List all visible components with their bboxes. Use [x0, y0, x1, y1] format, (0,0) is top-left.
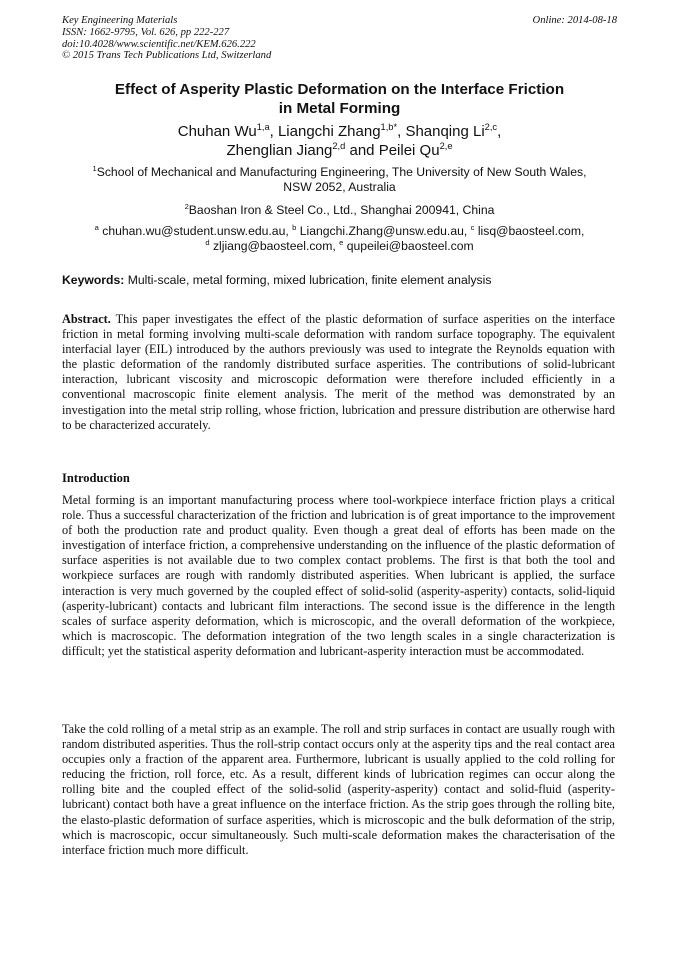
- affiliation-sup: 1: [92, 163, 97, 173]
- author-sup: 2,c: [484, 122, 498, 132]
- affiliation-2-text: Baoshan Iron & Steel Co., Ltd., Shanghai 200941, China: [188, 203, 495, 217]
- email-sup: a: [94, 222, 99, 232]
- author-name: Zhenglian Jiang: [226, 142, 333, 159]
- journal-name: Key Engineering Materials: [62, 15, 178, 26]
- online-date: Online: 2014-08-18: [532, 15, 617, 26]
- affiliation-2: [62, 203, 617, 218]
- affiliation-sup: 2: [184, 201, 189, 211]
- journal-issn: ISSN: 1662-9795, Vol. 626, pp 222-227: [62, 26, 230, 38]
- author-separator: ,: [397, 123, 406, 140]
- affiliation-1-line-2: NSW 2052, Australia: [283, 180, 396, 195]
- author-name: Liangchi Zhang: [277, 123, 381, 140]
- title-line-2: in Metal Forming: [278, 100, 401, 117]
- email-sup: e: [339, 238, 344, 248]
- author-separator: ,: [497, 123, 502, 140]
- author-sup: 1,a: [256, 122, 270, 132]
- author-sup: 1,b*: [380, 122, 398, 132]
- author-name: Peilei Qu: [378, 142, 440, 159]
- author-list: [62, 122, 617, 160]
- email-b[interactable]: Liangchi.Zhang@unsw.edu.au,: [299, 224, 468, 238]
- journal-doi: doi:10.4028/www.scientific.net/KEM.626.222: [62, 38, 256, 50]
- journal-copyright: © 2015 Trans Tech Publications Ltd, Switzerland: [62, 50, 272, 62]
- author-and: and: [345, 142, 379, 159]
- keywords-label: Keywords:: [62, 273, 125, 287]
- emails-line-2: [62, 239, 617, 254]
- author-name: Chuhan Wu: [177, 123, 257, 140]
- author-separator: ,: [269, 123, 278, 140]
- affiliation-1: [62, 165, 617, 196]
- author-row-2: [62, 141, 617, 160]
- title-line-1: Effect of Asperity Plastic Deformation on the Interface Friction: [114, 81, 565, 98]
- email-e[interactable]: qupeilei@baosteel.com: [346, 239, 474, 254]
- email-d[interactable]: zljiang@baosteel.com,: [212, 239, 336, 254]
- email-sup: c: [470, 222, 475, 232]
- author-name: Shanqing Li: [405, 123, 485, 140]
- author-emails: [62, 224, 617, 255]
- affiliation-1-line-1: School of Mechanical and Manufacturing Engineering, The University of New South Wales,: [96, 165, 587, 179]
- abstract: [62, 312, 615, 433]
- keywords-text: Multi-scale, metal forming, mixed lubrication, finite element analysis: [124, 273, 492, 287]
- paper-title: [62, 80, 617, 118]
- abstract-text: This paper investigates the effect of the plastic deformation of surface asperities on the interface friction in metal forming involving multi-scale deformation with random surface topography. The equivalent interfacial layer (EIL) introduced by the authors previously was used to integrate the Reynolds equation with the plastic deformation of the randomly distributed surface asperities. The contributions of solid-lubricant interaction, lubricant viscosity and microscopic deformation were therefore included efficiently in a conventional macroscopic finite element analysis. The merit of the method was demonstrated by an investigation into the metal strip rolling, whose friction, lubrication and pressure distribution are otherwise hard to be characterized accurately.: [62, 312, 615, 432]
- author-row-1: [62, 122, 617, 141]
- email-a[interactable]: chuhan.wu@student.unsw.edu.au,: [102, 224, 289, 238]
- email-c[interactable]: lisq@baosteel.com,: [477, 224, 585, 238]
- abstract-label: Abstract.: [62, 312, 111, 326]
- keywords: [62, 273, 617, 288]
- section-heading-introduction: Introduction: [62, 471, 130, 485]
- author-sup: 2,e: [439, 141, 453, 151]
- introduction-paragraph-2: Take the cold rolling of a metal strip as an example. The roll and strip surfaces in contact are usually rough with random distributed asperities. Thus the roll-strip contact occurs only at the asperity tips and the real contact area occupies only a fraction of the apparent area. Furthermore, lubricant is usually applied to the cold rolling for reducing the friction, roll force, etc. As a result, different kinds of lubrication regimes can occur along the rolling bite and the coupled effect of the solid-solid (asperity-asperity) contact and solid-fluid (asperity-lubricant) contact both have a great influence on the interface friction. As the strip goes through the rolling bite, the elasto-plastic deformation of surface asperities, which is microscopic and the bulk deformation of the strip, which is macroscopic, occur simultaneously. Such multi-scale deformation makes the characterisation of the interface friction much more difficult.: [62, 722, 615, 857]
- author-sup: 2,d: [332, 141, 346, 151]
- email-sup: d: [205, 238, 210, 248]
- journal-header: [62, 15, 617, 62]
- email-sup: b: [292, 222, 297, 232]
- introduction-paragraph-1: Metal forming is an important manufacturing process where tool-workpiece interface friction plays a critical role. Thus a successful characterization of the friction and lubrication is of great importance to the improvement of both the production rate and product quality. Even though a great deal of efforts has been made on the investigation of interface friction, a comprehensive understanding on the influence of the plastic deformation of surface asperities is not available due to two complex contact problems. The first is that both the tool and workpiece surfaces are rough with randomly distributed asperities. When lubricant is applied, the surface interaction is very much governed by the coupled effect of solid-solid (asperity-asperity) contacts, solid-liquid (asperity-lubricant) contacts and lubricant film interactions. The second issue is the difference in the length scales of surface asperity deformation, which is microscopic, and the overall deformation of the workpiece, which is macroscopic. The deformation integration of the two length scales in a single characterization is difficult; yet the statistical asperity deformation and lubricant-asperity interaction must be accommodated.: [62, 493, 615, 658]
- emails-line-1: [62, 224, 617, 239]
